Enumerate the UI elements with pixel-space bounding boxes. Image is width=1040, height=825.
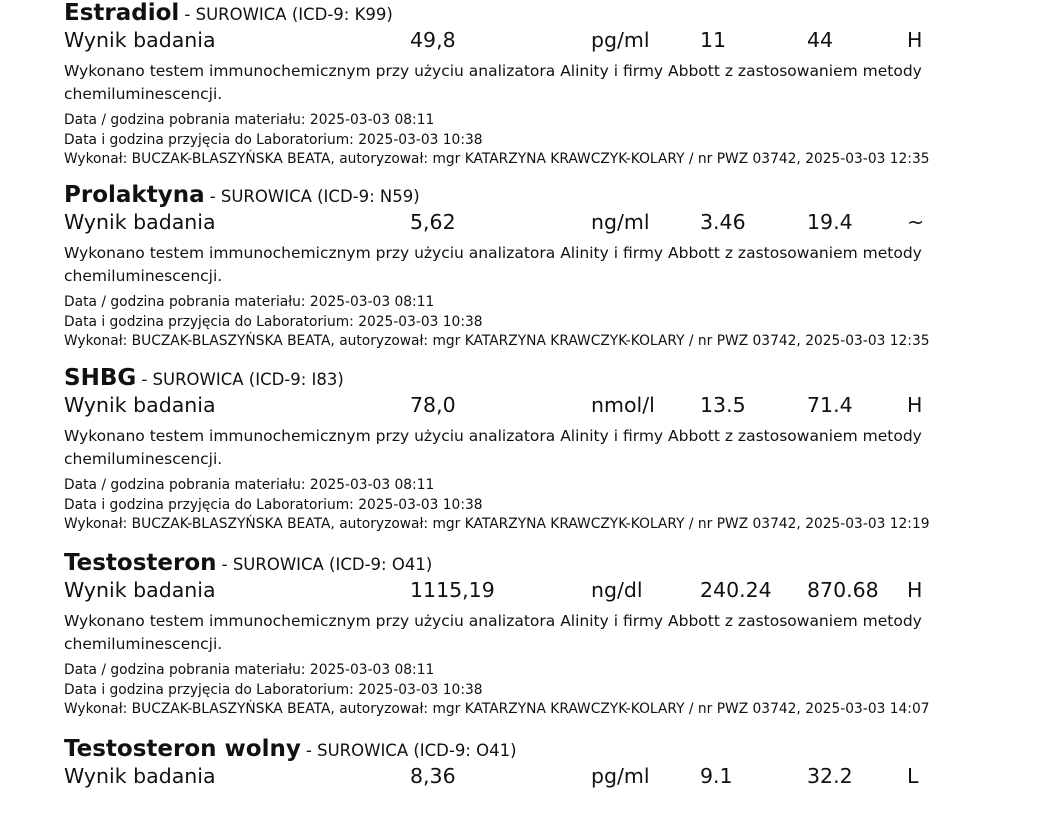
result-unit: ng/ml: [591, 210, 650, 234]
result-section-shbg: [64, 365, 1024, 535]
reference-max: 19.4: [807, 210, 853, 234]
reference-max: 870.68: [807, 578, 879, 602]
result-label: Wynik badania: [64, 393, 216, 417]
result-value: 49,8: [410, 28, 456, 52]
test-material: - SUROWICA (ICD-9: O41): [305, 741, 517, 760]
result-unit: nmol/l: [591, 393, 655, 417]
result-unit: pg/ml: [591, 28, 650, 52]
result-flag: H: [907, 393, 923, 417]
reference-min: 240.24: [700, 578, 772, 602]
test-title: [64, 550, 1024, 578]
method-description: Wykonano testem immunochemicznym przy użyciu analizatora Alinity i firmy Abbott z zastosowaniem metody chemiluminescencji.: [64, 62, 922, 103]
test-material: - SUROWICA (ICD-9: O41): [221, 555, 433, 574]
sampling-date: Data / godzina pobrania materiału: 2025-03-03 08:11: [64, 294, 435, 310]
sample-metadata: [64, 111, 1024, 170]
test-material: - SUROWICA (ICD-9: K99): [184, 5, 393, 24]
performed-by: Wykonał: BUCZAK-BLASZYŃSKA BEATA, autoryzował: mgr KATARZYNA KRAWCZYK-KOLARY / nr PWZ 03742, 2025-03-03 14:07: [64, 701, 930, 717]
result-value: 78,0: [410, 393, 456, 417]
lab-received-date: Data i godzina przyjęcia do Laboratorium: 2025-03-03 10:38: [64, 131, 483, 148]
result-flag: L: [907, 764, 919, 788]
result-label: Wynik badania: [64, 578, 216, 602]
result-flag: ~: [907, 210, 925, 234]
reference-min: 9.1: [700, 764, 733, 788]
method-description: Wykonano testem immunochemicznym przy użyciu analizatora Alinity i firmy Abbott z zastosowaniem metody chemiluminescencji.: [64, 612, 922, 653]
reference-min: 11: [700, 28, 727, 52]
sample-metadata: [64, 476, 1024, 535]
reference-min: 13.5: [700, 393, 746, 417]
performed-by: Wykonał: BUCZAK-BLASZYŃSKA BEATA, autoryzował: mgr KATARZYNA KRAWCZYK-KOLARY / nr PWZ 03742, 2025-03-03 12:35: [64, 333, 930, 349]
lab-received-date: Data i godzina przyjęcia do Laboratorium: 2025-03-03 10:38: [64, 681, 483, 698]
performed-by: Wykonał: BUCZAK-BLASZYŃSKA BEATA, autoryzował: mgr KATARZYNA KRAWCZYK-KOLARY / nr PWZ 03742, 2025-03-03 12:19: [64, 516, 930, 532]
test-name: Testosteron wolny: [64, 736, 301, 762]
result-value: 8,36: [410, 764, 456, 788]
reference-max: 44: [807, 28, 834, 52]
result-unit: pg/ml: [591, 764, 650, 788]
result-flag: H: [907, 578, 923, 602]
result-row: [64, 28, 1024, 56]
result-unit: ng/dl: [591, 578, 643, 602]
test-name: Prolaktyna: [64, 182, 205, 208]
result-row: [64, 578, 1024, 606]
result-section-estradiol: [64, 0, 1024, 170]
method-description: Wykonano testem immunochemicznym przy użyciu analizatora Alinity i firmy Abbott z zastosowaniem metody chemiluminescencji.: [64, 244, 922, 285]
test-name: Testosteron: [64, 550, 217, 576]
sampling-date: Data / godzina pobrania materiału: 2025-03-03 08:11: [64, 477, 435, 493]
sample-metadata: [64, 293, 1024, 352]
reference-max: 71.4: [807, 393, 853, 417]
test-title: [64, 365, 1024, 393]
result-label: Wynik badania: [64, 28, 216, 52]
test-material: - SUROWICA (ICD-9: I83): [141, 370, 344, 389]
result-section-prolaktyna: [64, 182, 1024, 352]
test-title: [64, 0, 1024, 28]
result-row: [64, 393, 1024, 421]
lab-received-date: Data i godzina przyjęcia do Laboratorium: 2025-03-03 10:38: [64, 496, 483, 513]
reference-max: 32.2: [807, 764, 853, 788]
test-name: SHBG: [64, 365, 137, 391]
sampling-date: Data / godzina pobrania materiału: 2025-03-03 08:11: [64, 662, 435, 678]
lab-received-date: Data i godzina przyjęcia do Laboratorium: 2025-03-03 10:38: [64, 313, 483, 330]
result-row: [64, 210, 1024, 238]
result-row: [64, 764, 1024, 792]
test-material: - SUROWICA (ICD-9: N59): [209, 187, 420, 206]
sampling-date: Data / godzina pobrania materiału: 2025-03-03 08:11: [64, 112, 435, 128]
reference-min: 3.46: [700, 210, 746, 234]
result-label: Wynik badania: [64, 210, 216, 234]
test-title: [64, 182, 1024, 210]
result-value: 5,62: [410, 210, 456, 234]
test-name: Estradiol: [64, 0, 180, 26]
result-section-testosteron-wolny: [64, 736, 1024, 792]
method-description: Wykonano testem immunochemicznym przy użyciu analizatora Alinity i firmy Abbott z zastosowaniem metody chemiluminescencji.: [64, 427, 922, 468]
test-title: [64, 736, 1024, 764]
result-value: 1115,19: [410, 578, 495, 602]
performed-by: Wykonał: BUCZAK-BLASZYŃSKA BEATA, autoryzował: mgr KATARZYNA KRAWCZYK-KOLARY / nr PWZ 03742, 2025-03-03 12:35: [64, 151, 930, 167]
sample-metadata: [64, 661, 1024, 720]
result-section-testosteron: [64, 550, 1024, 720]
result-label: Wynik badania: [64, 764, 216, 788]
result-flag: H: [907, 28, 923, 52]
